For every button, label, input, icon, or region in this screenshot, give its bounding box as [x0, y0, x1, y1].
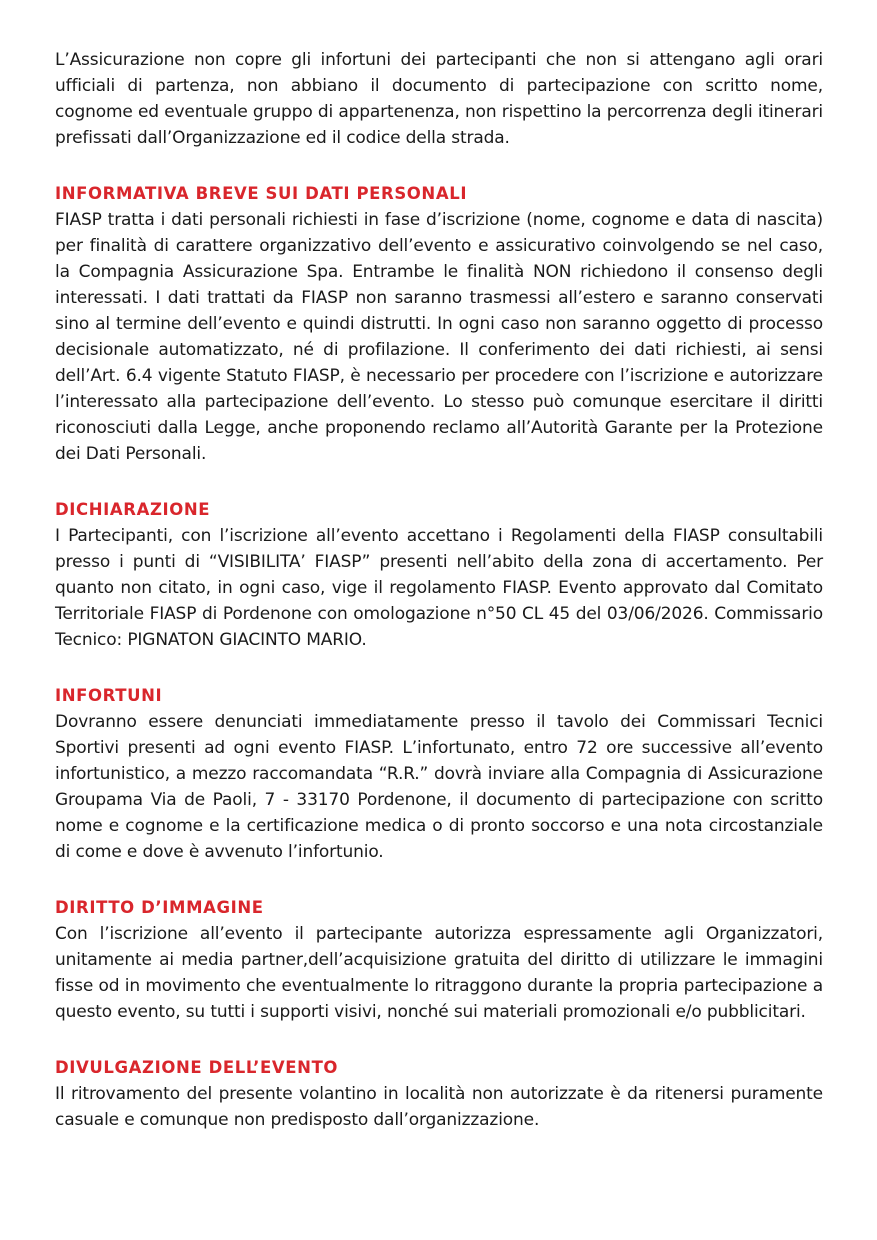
intro-section: [55, 47, 823, 151]
image-rights-section: [55, 895, 823, 1025]
distribution-section: [55, 1055, 823, 1133]
declaration-paragraph: I Partecipanti, con l’iscrizione all’evento accettano i Regolamenti della FIASP consultabili presso i punti di “VISIBILITA’ FIASP” presenti nell’abito della zona di accertamento. Per quanto non citato, in ogni caso, vige il regolamento FIASP. Evento approvato dal Comitato Territoriale FIASP di Pordenone con omologazione n°50 CL 45 del 03/06/2026. Commissario Tecnico: PIGNATON GIACINTO MARIO.: [55, 526, 823, 650]
declaration-section: [55, 497, 823, 653]
declaration-heading: DICHIARAZIONE: [55, 500, 211, 519]
privacy-section: [55, 181, 823, 467]
distribution-heading: DIVULGAZIONE DELL’EVENTO: [55, 1058, 339, 1077]
intro-paragraph: L’Assicurazione non copre gli infortuni dei partecipanti che non si attengano agli orari ufficiali di partenza, non abbiano il documento di partecipazione con scritto nome, cognome ed eventuale gruppo di appartenenza, non rispettino la percorrenza degli itinerari prefissati dall’Organizzazione ed il codice della strada.: [55, 50, 823, 148]
injuries-heading: INFORTUNI: [55, 686, 163, 705]
distribution-paragraph: Il ritrovamento del presente volantino in località non autorizzate è da ritenersi puramente casuale e comunque non predisposto dall’organizzazione.: [55, 1084, 823, 1130]
privacy-heading: INFORMATIVA BREVE SUI DATI PERSONALI: [55, 184, 468, 203]
document-page: [55, 47, 823, 1133]
injuries-section: [55, 683, 823, 865]
injuries-paragraph: Dovranno essere denunciati immediatamente presso il tavolo dei Commissari Tecnici Sportivi presenti ad ogni evento FIASP. L’infortunato, entro 72 ore successive all’evento infortunistico, a mezzo raccomandata “R.R.” dovrà inviare alla Compagnia di Assicurazione Groupama Via de Paoli, 7 - 33170 Pordenone, il documento di partecipazione con scritto nome e cognome e la certificazione medica o di pronto soccorso e una nota circostanziale di come e dove è avvenuto l’infortunio.: [55, 712, 823, 862]
privacy-paragraph: FIASP tratta i dati personali richiesti in fase d’iscrizione (nome, cognome e data di nascita) per finalità di carattere organizzativo dell’evento e assicurativo coinvolgendo se nel caso, la Compagnia Assicurazione Spa. Entrambe le finalità NON richiedono il consenso degli interessati. I dati trattati da FIASP non saranno trasmessi all’estero e saranno conservati sino al termine dell’evento e quindi distrutti. In ogni caso non saranno oggetto di processo decisionale automatizzato, né di profilazione. Il conferimento dei dati richiesti, ai sensi dell’Art. 6.4 vigente Statuto FIASP, è necessario per procedere con l’iscrizione e autorizzare l’interessato alla partecipazione dell’evento. Lo stesso può comunque esercitare il diritti riconosciuti dalla Legge, anche proponendo reclamo all’Autorità Garante per la Protezione dei Dati Personali.: [55, 210, 823, 464]
image-rights-paragraph: Con l’iscrizione all’evento il partecipante autorizza espressamente agli Organizzatori, unitamente ai media partner,dell’acquisizione gratuita del diritto di utilizzare le immagini fisse od in movimento che eventualmente lo ritraggono durante la propria partecipazione a questo evento, su tutti i supporti visivi, nonché sui materiali promozionali e/o pubblicitari.: [55, 924, 823, 1022]
image-rights-heading: DIRITTO D’IMMAGINE: [55, 898, 264, 917]
